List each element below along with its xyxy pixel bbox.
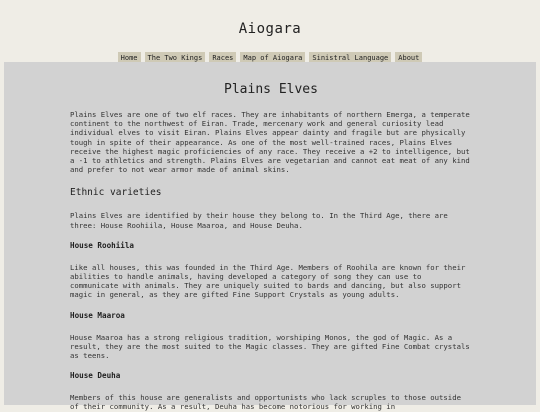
house-roohiila-paragraph: Like all houses, this was founded in the Third Age. Members of Roohila are known for their abilities to handle animals, having developed a category of song they can use to communicate with animals. They are uniquely suited to bards and dancing, but also support magic in general, as they are gifted Fine Support Crystals as young adults. — [70, 262, 466, 300]
house-roohiila-heading: House Roohiila — [70, 240, 135, 250]
intro-paragraph: Plains Elves are one of two elf races. They are inhabitants of northern Emerga, a temperate continent to the northwest of Eiran. Trade, mercenary work and general curiosity lead individual elves to visit Eiran. Plains Elves appear dainty and fragile but are physically tough in spite of their appearance. As one of the most well-trained races, Plains Elves receive the highest magic proficiencies of any race. They receive a +2 to intelligence, but a -1 to athletics and strength. Plains Elves are vegetarian and cannot eat meat of any kind and prefer to not wear armor made of animal skins. — [70, 110, 470, 175]
nav-races[interactable]: Races — [209, 52, 236, 64]
ethnic-varieties-heading: Ethnic varieties — [70, 187, 162, 199]
site-title: Aiogara — [238, 21, 302, 37]
nav-sinistral-language[interactable]: Sinistral Language — [309, 52, 391, 64]
page-title: Plains Elves — [224, 82, 318, 97]
nav-the-two-kings[interactable]: The Two Kings — [145, 52, 206, 64]
house-maaroa-paragraph: House Maaroa has a strong religious tradition, worshiping Monos, the god of Magic. As a result, they are the most suited to the Magic classes. They are gifted Fine Combat crystals as teens. — [70, 332, 470, 361]
nav-about[interactable]: About — [395, 52, 422, 64]
nav-map-of-aiogara[interactable]: Map of Aiogara — [240, 52, 305, 64]
article — [70, 62, 472, 412]
house-maaroa-heading: House Maaroa — [70, 310, 125, 320]
content-panel — [4, 62, 536, 412]
house-deuha-paragraph: Members of this house are generalists and opportunists who lack scruples to those outside of their community. As a result, Deuha has become notorious for working in — [70, 393, 461, 412]
ethnic-intro-paragraph: Plains Elves are identified by their house they belong to. In the Third Age, there are three: House Roohiila, House Maaroa, and House Deuha. — [70, 211, 448, 230]
house-deuha-heading: House Deuha — [70, 371, 121, 381]
nav-home[interactable]: Home — [118, 52, 141, 64]
